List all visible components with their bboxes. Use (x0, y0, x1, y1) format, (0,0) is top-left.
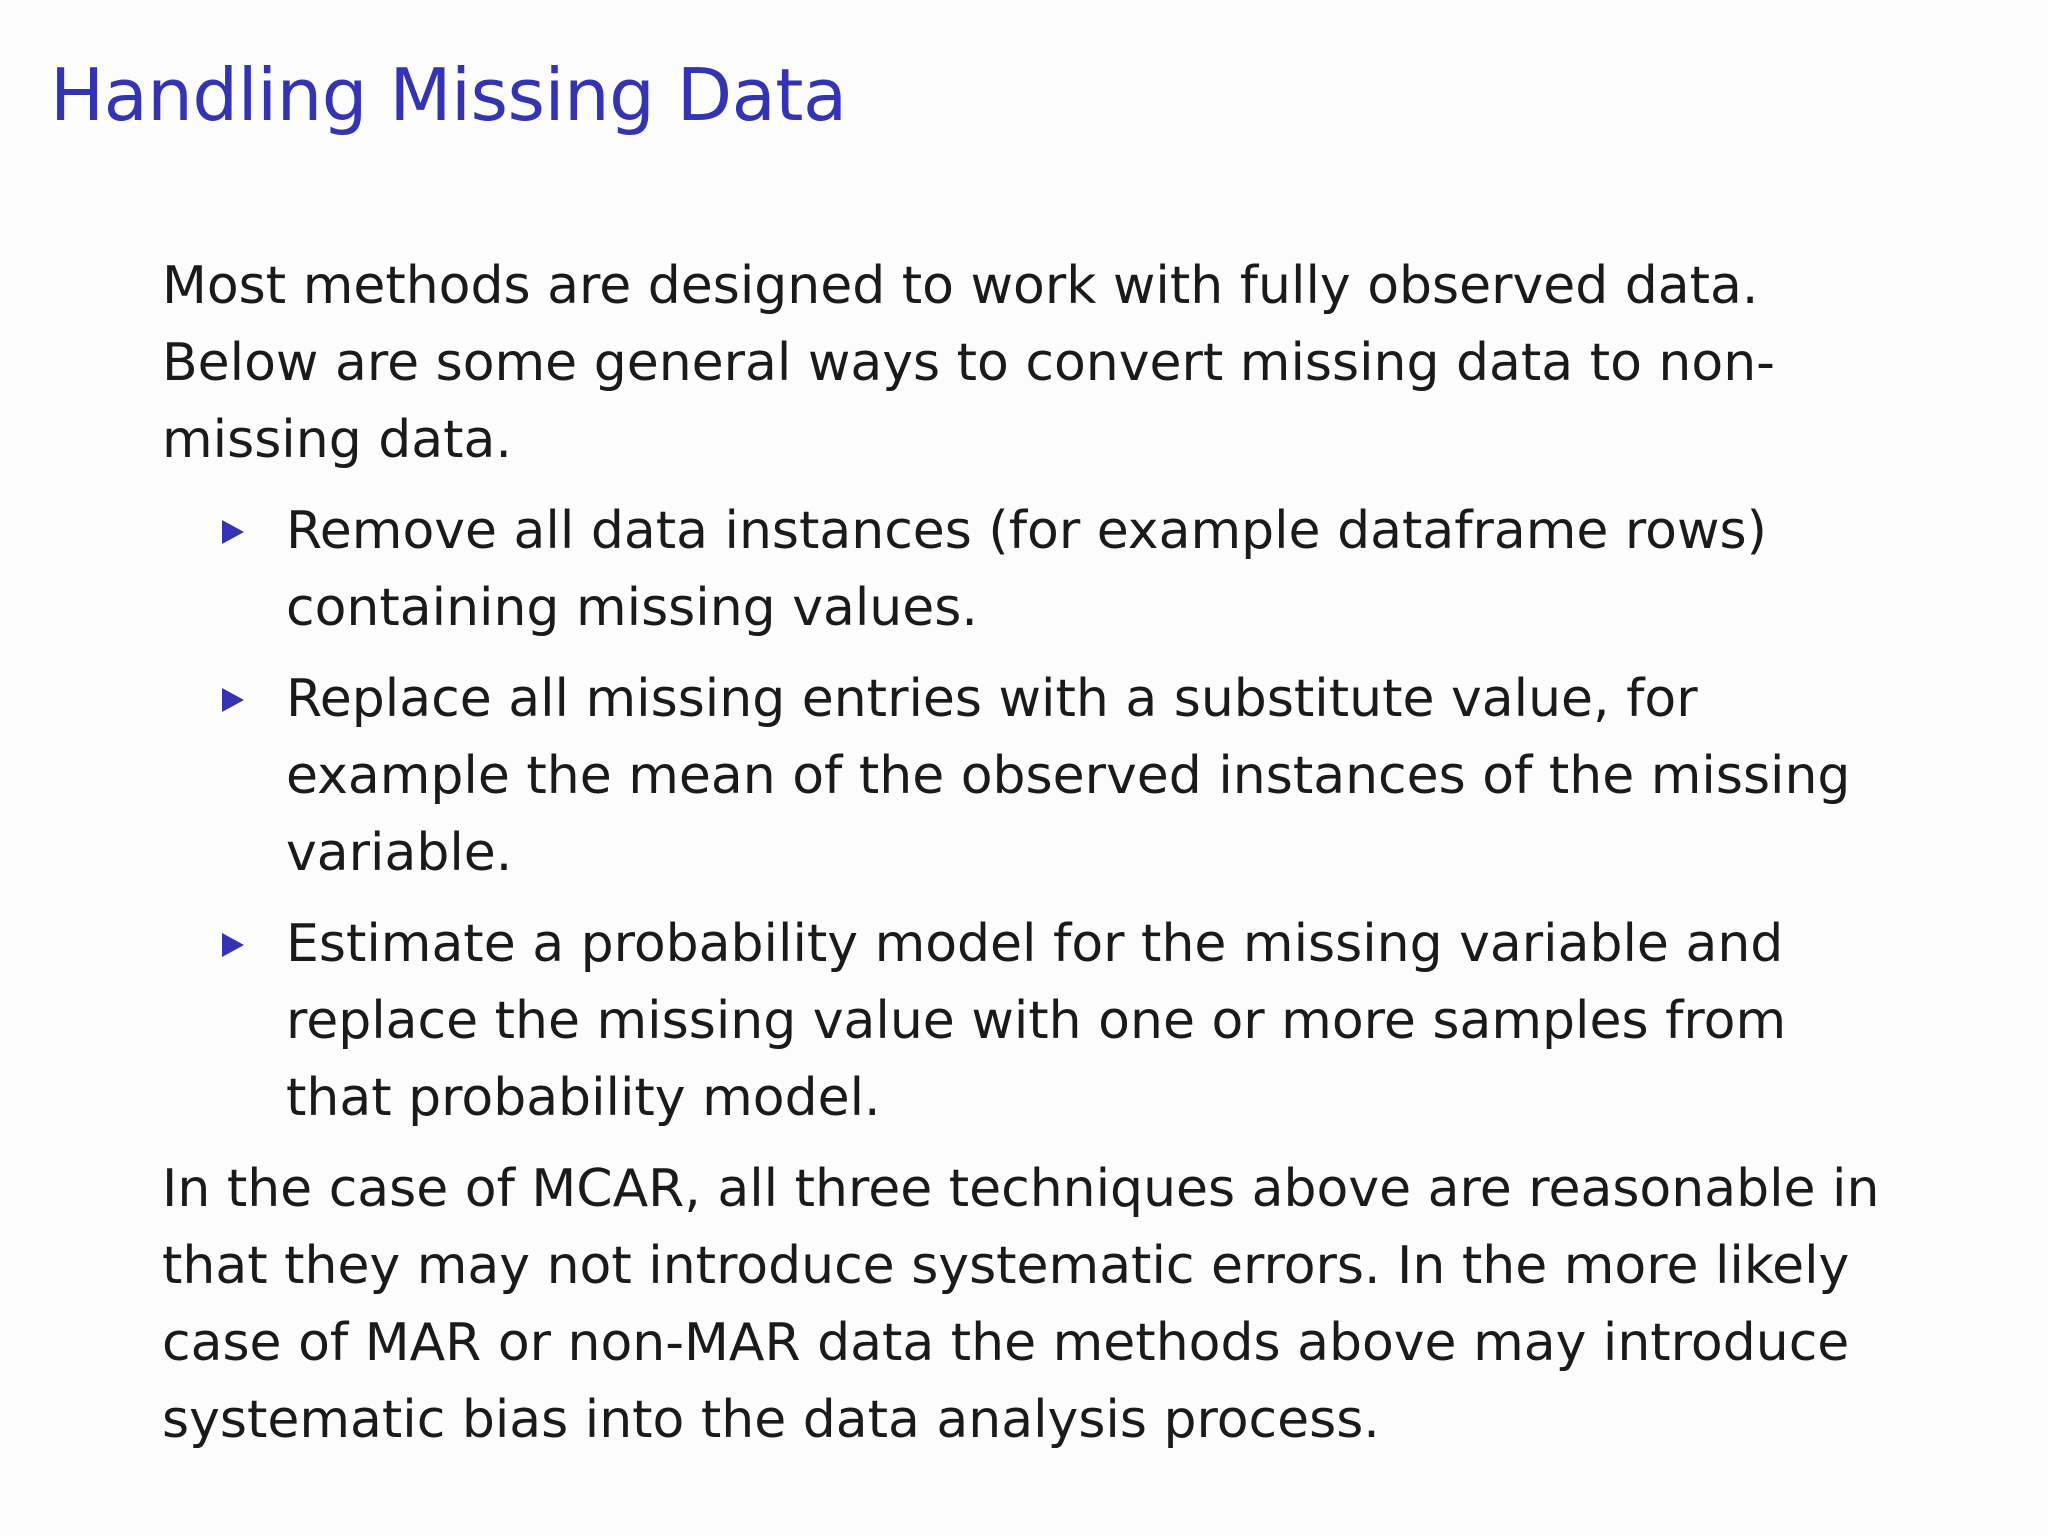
bullet-text: Estimate a probability model for the missing variable and replace the missing value with one or more samples from that probability model. (286, 914, 1787, 1128)
triangle-right-icon (222, 688, 244, 712)
slide-title: Handling Missing Data (50, 53, 847, 137)
bullet-text: Remove all data instances (for example dataframe rows) containing missing values. (286, 501, 1767, 638)
slide-body (162, 248, 1922, 1459)
intro-paragraph: Most methods are designed to work with fully observed data. Below are some general ways to convert missing data to non-missing data. (162, 256, 1775, 470)
triangle-right-icon (222, 520, 244, 544)
bullet-item (162, 661, 1886, 892)
bullet-text: Replace all missing entries with a substitute value, for example the mean of the observed instances of the missing variable. (286, 669, 1851, 883)
conclusion-paragraph: In the case of MCAR, all three techniques above are reasonable in that they may not introduce systematic errors. In the more likely case of MAR or non-MAR data the methods above may introduce systematic bias into the data analysis process. (162, 1159, 1880, 1450)
bullet-list (162, 493, 1922, 1137)
bullet-item (162, 906, 1886, 1137)
bullet-item (162, 493, 1886, 647)
triangle-right-icon (222, 933, 244, 957)
